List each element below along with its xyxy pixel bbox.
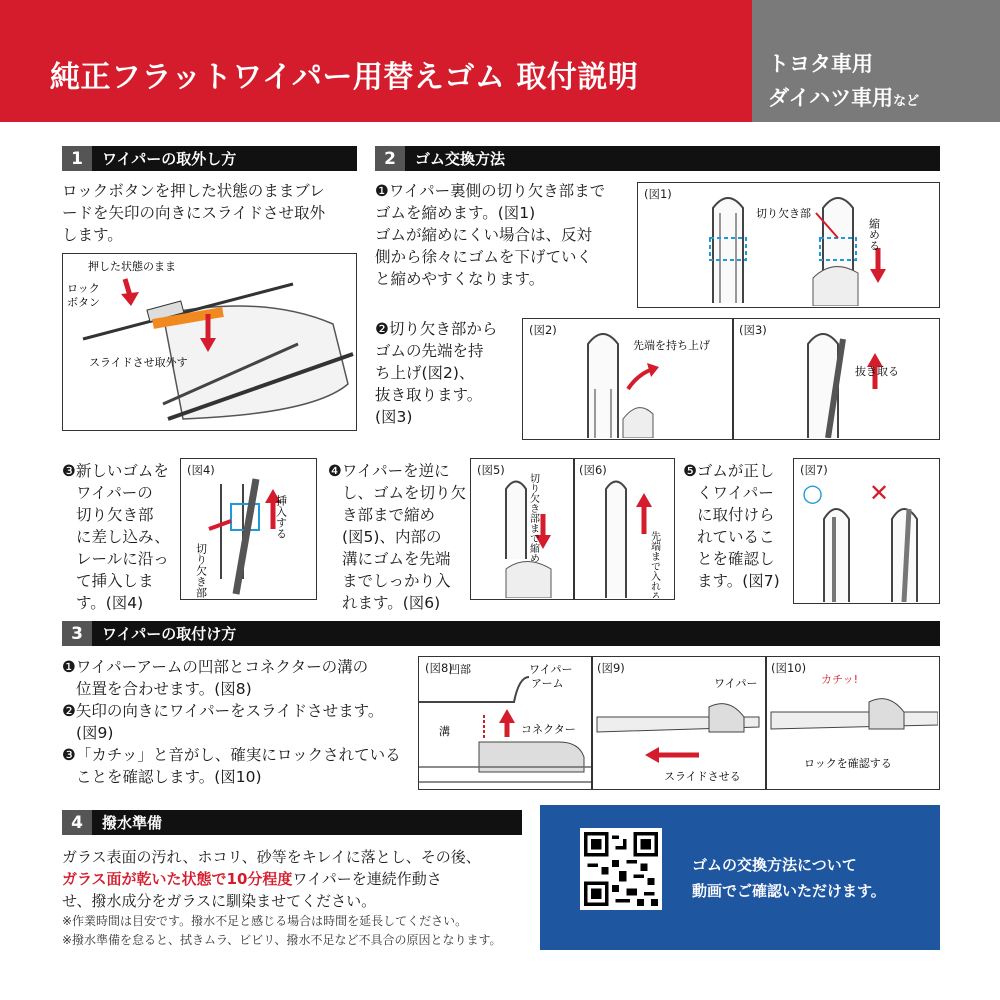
brand-daihatsu: ダイハツ車用など — [768, 86, 920, 110]
step4-text: ❹ワイパーを逆に し、ゴムを切り欠 き部まで縮め (図5)、内部の 溝にゴムを先端 までしっかり入 れます。(図6) — [328, 462, 467, 612]
section3-title: ワイパーの取付け方 — [102, 625, 237, 643]
video-text: ゴムの交換方法について 動画でご確認いただけます。 — [692, 856, 886, 900]
section1-header — [62, 146, 357, 171]
section4-text: ガラス表面の汚れ、ホコリ、砂等をキレイに落とし、その後、 ガラス面が乾いた状態で10分程度ワイパーを連続作動さ せ、撥水成分をガラスに馴染ませてください。 — [62, 848, 481, 910]
section1-text: ロックボタンを押した状態のままブレ ードを矢印の向きにスライドさせ取外 します。 — [62, 182, 326, 244]
section2-title: ゴム交換方法 — [415, 150, 506, 168]
section3-header — [62, 621, 940, 646]
label-slide: スライドさせ取外す — [89, 356, 188, 369]
note1: ※作業時間は目安です。撥水不足と感じる場合は時間を延長してください。 — [62, 914, 468, 928]
svg-text:縮める: 縮める — [867, 218, 881, 251]
svg-text:切り欠き部: 切り欠き部 — [756, 207, 811, 220]
svg-text:凹部: 凹部 — [449, 663, 471, 676]
ng-mark: ✕ — [869, 479, 890, 507]
section3-text: ❶ワイパーアームの凹部とコネクターの溝の 位置を合わせます。(図8) ❷矢印の向きにワイパーをスライドさせます。 (図9) ❸「カチッ」と音がし、確実にロックされている ことを確認します。(図10) — [62, 658, 401, 786]
svg-text:コネクター: コネクター — [521, 723, 576, 736]
wiper-removal-drawing — [63, 254, 355, 429]
section4-title: 撥水準備 — [102, 814, 163, 832]
section3-number: 3 — [62, 621, 92, 646]
page-title: 純正フラットワイパー用替えゴム 取付説明 — [50, 60, 639, 95]
step5-text: ❺ゴムが正し くワイパー に取付けら れているこ とを確認し ます。(図7) — [683, 462, 780, 590]
svg-text:ワイパー: ワイパー — [529, 663, 573, 676]
svg-text:アーム: アーム — [531, 677, 564, 690]
fig1: (図1) 切り欠き部 縮める — [637, 182, 940, 308]
fig7: (図7) ○ ✕ — [793, 458, 940, 604]
step3-text: ❸新しいゴムを ワイパーの 切り欠き部 に差し込み、 レールに沿っ て挿入しま す。(図4) — [62, 462, 170, 612]
section2-number: 2 — [375, 146, 405, 171]
label-press: 押した状態のまま — [88, 260, 176, 273]
section4-number: 4 — [62, 810, 92, 835]
note2: ※撥水準備を怠ると、拭きムラ、ビビリ、撥水不足など不具合の原因となります。 — [62, 933, 502, 947]
svg-text:先端を持ち上げ: 先端を持ち上げ — [633, 339, 710, 352]
section1-illustration — [62, 253, 357, 431]
svg-text:先端まで入れる: 先端まで入れる — [648, 531, 660, 598]
svg-text:溝: 溝 — [439, 725, 450, 738]
label-lock-2: ボタン — [67, 296, 100, 309]
fig2-fig3: (図2) (図3) 先端を持ち上げ 抜き取る — [522, 318, 940, 440]
fig4: (図4) 挿入する 切り欠き部 — [180, 458, 317, 600]
svg-text:挿入する: 挿入する — [274, 495, 288, 539]
step1-text: ❶ワイパー裏側の切り欠き部まで ゴムを縮めます。(図1) ゴムが縮めにくい場合は、反対 側から徐々にゴムを下げていく と縮めやすくなります。 — [375, 182, 606, 288]
svg-text:切り欠き部: 切り欠き部 — [194, 543, 208, 598]
step2-text: ❷切り欠き部から ゴムの先端を持 ち上げ(図2)、 抜き取ります。 (図3) — [375, 320, 498, 426]
section1-number: 1 — [62, 146, 92, 171]
svg-text:ロックを確認する: ロックを確認する — [804, 757, 892, 770]
svg-text:カチッ!: カチッ! — [821, 673, 859, 686]
svg-text:スライドさせる: スライドさせる — [664, 770, 741, 783]
qr-code[interactable] — [580, 828, 662, 910]
section1-title: ワイパーの取外し方 — [102, 150, 237, 168]
section2-header — [375, 146, 940, 171]
fig8-fig10: (図8) (図9) (図10) 凹部 ワイパー アーム 溝 コネクター ワイパー スライドさせる カチッ! ロックを確認する — [418, 656, 940, 790]
section4-header — [62, 810, 522, 835]
svg-text:ワイパー: ワイパー — [714, 677, 758, 690]
brand-toyota: トヨタ車用 — [768, 52, 873, 76]
label-lock-1: ロック — [67, 282, 100, 295]
svg-text:切り欠き部まで縮め: 切り欠き部まで縮め — [527, 473, 539, 563]
ok-mark: ○ — [802, 479, 823, 507]
svg-text:抜き取る: 抜き取る — [855, 365, 899, 378]
fig5-fig6: (図5) (図6) 切り欠き部まで縮め 先端まで入れる — [470, 458, 675, 600]
